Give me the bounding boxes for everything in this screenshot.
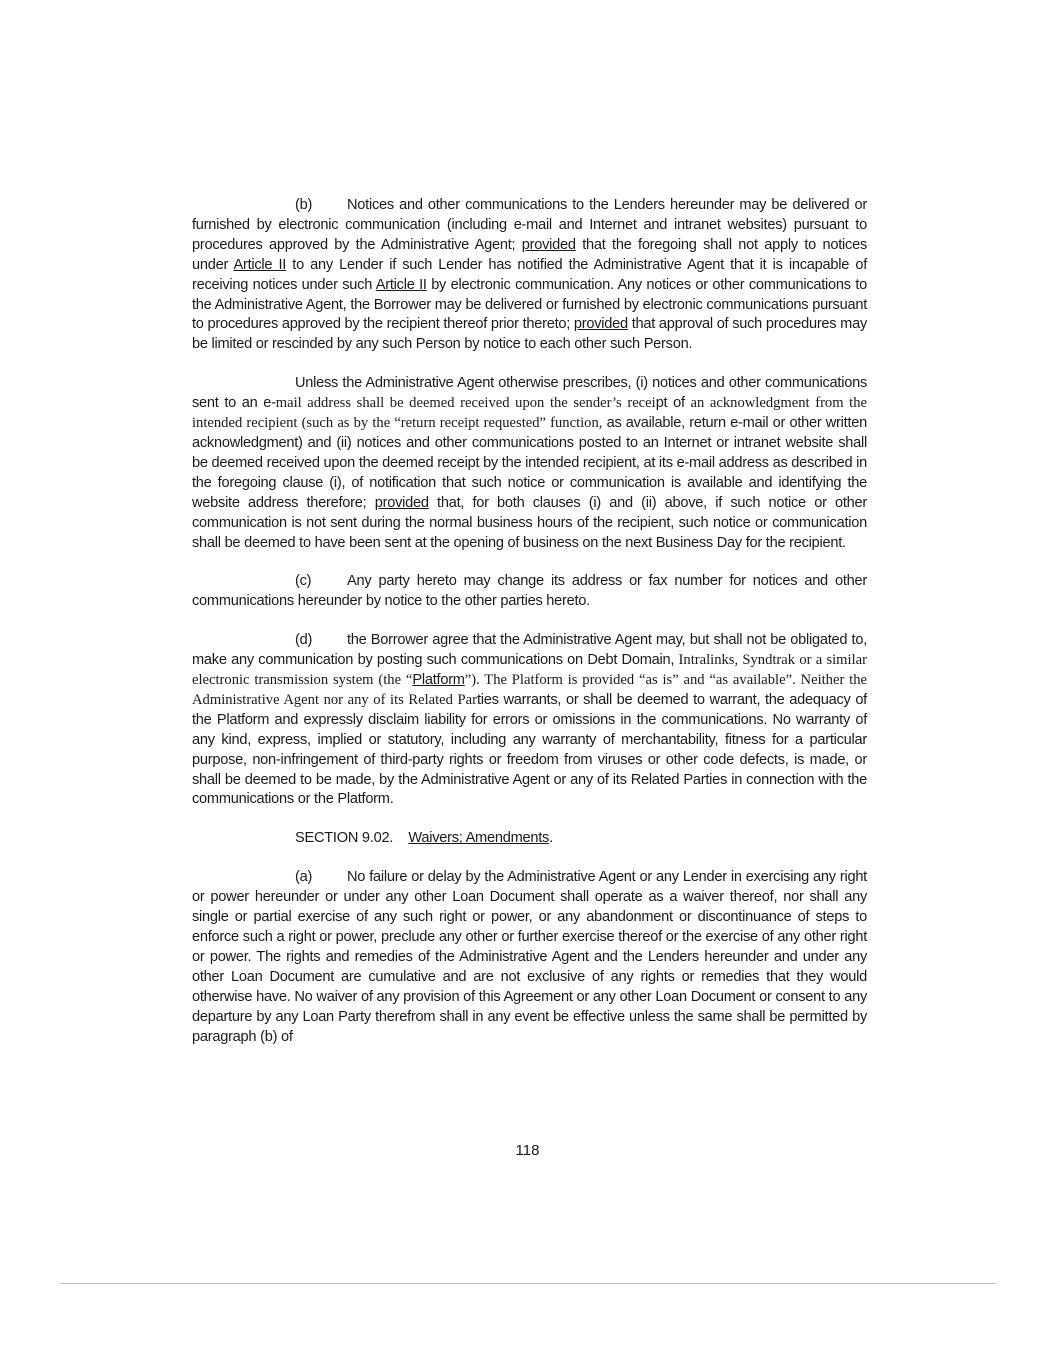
defined-term-platform: Platform bbox=[412, 672, 465, 689]
page-number: 118 bbox=[515, 1142, 540, 1159]
paragraph-text: pt of bbox=[655, 395, 691, 412]
paragraph-a-waivers bbox=[192, 868, 867, 1047]
paragraph-b-notices bbox=[192, 196, 867, 355]
paragraph-text-serif: ”). The Platform is provided “as is” and “as available”. Neither the Administrative Agent nor any of its Related Par bbox=[192, 672, 867, 708]
paragraph-text: No failure or delay by the Administrative Agent or any Lender in exercising any right or power hereunder or under any other Loan Document shall operate as a waiver thereof, nor shall any single or partial exercise of any such right or power, or any abandonment or discontinuance of steps to enforce such a right or power, preclude any other or further exercise thereof or the exercise of any other right or power. The rights and remedies of the Administrative Agent and the Lenders hereunder and under any other Loan Document are cumulative and are not exclusive of any rights or remedies that they would otherwise have. No waiver of any provision of this Agreement or any other Loan Document or consent to any departure by any Loan Party therefrom shall in any event be effective unless the same shall be permitted by paragraph (b) of bbox=[192, 869, 867, 1045]
paragraph-text: that approval of such procedures may be limited or rescinded by any such Person by notice to each other such Person. bbox=[192, 316, 867, 353]
section-title-period: . bbox=[549, 830, 553, 847]
paragraph-text: the Borrower agree that the Administrative Agent may, but shall not be obligated to, make any communication by posting such communications on Debt Domain, bbox=[192, 632, 867, 669]
paragraph-marker: (c) bbox=[295, 573, 312, 590]
section-title: Waivers; Amendments bbox=[408, 830, 550, 847]
paragraph-text: Unless the Administrative Agent otherwise prescribes, (i) notices and other communications sent to an e- bbox=[192, 375, 867, 412]
defined-term-provided: provided bbox=[573, 316, 628, 333]
document-body bbox=[192, 196, 867, 1066]
paragraph-text-serif: an acknowledgment from the intended recipient (such as by the “return receipt requested” function, bbox=[192, 395, 868, 432]
section-heading bbox=[192, 829, 867, 849]
paragraph-text: by electronic communication. Any notices or other communications to the Administrative Agent, the Borrower may be delivered or furnished by electronic communications pursuant to procedures approved by the recipient thereof prior thereto; bbox=[192, 276, 867, 333]
paragraph-text-serif: mail address shall be deemed received upon the sender’s recei bbox=[275, 395, 656, 412]
paragraph-marker: (a) bbox=[295, 869, 313, 886]
paragraph-text: Any party hereto may change its address or fax number for notices and other communications hereunder by notice to the other parties hereto. bbox=[192, 573, 867, 610]
defined-term-provided: provided bbox=[521, 236, 576, 253]
cross-reference-article-ii: Article II bbox=[233, 256, 287, 273]
paragraph-text: to any Lender if such Lender has notified the Administrative Agent that it is incapable of receiving notices under such bbox=[192, 256, 867, 293]
section-number: SECTION 9.02. bbox=[295, 830, 394, 847]
paragraph-d-platform bbox=[192, 631, 867, 810]
paragraph-text: as available, return e-mail or other written acknowledgment) and (ii) notices and other communications posted to an Internet or intranet website shall be deemed received upon the deemed receipt by the intended recipient, at its e-mail address as described in the foregoing clause (i), of notification that such notice or communication is available and identifying the website address therefore; bbox=[192, 415, 867, 511]
page-divider bbox=[60, 1283, 996, 1284]
paragraph-text: Notices and other communications to the Lenders hereunder may be delivered or furnished by electronic communication (including e-mail and Internet and intranet websites) pursuant to procedures approved by the Administrative Agent; bbox=[192, 197, 867, 253]
paragraph-marker: (b) bbox=[295, 197, 313, 213]
paragraph-unless bbox=[192, 374, 867, 553]
defined-term-provided: provided bbox=[374, 494, 429, 511]
paragraph-text: that, for both clauses (i) and (ii) above, if such notice or other communication is not sent during the normal business hours of the recipient, such notice or communication shall be deemed to have been sent at the opening of business on the next Business Day for the recipient. bbox=[192, 494, 867, 551]
paragraph-text: that the foregoing shall not apply to notices under bbox=[192, 236, 867, 273]
cross-reference-article-ii: Article II bbox=[375, 276, 427, 293]
paragraph-c-address-change bbox=[192, 572, 867, 612]
paragraph-text-serif: Intralinks, Syndtrak or a similar electronic transmission system (the “ bbox=[192, 652, 867, 689]
paragraph-text: ties warrants, or shall be deemed to warrant, the adequacy of the Platform and expressly disclaim liability for errors or omissions in the communications. No warranty of any kind, express, implied or statutory, including any warranty of merchantability, fitness for a particular purpose, non-infringement of third-party rights or freedom from viruses or other code defects, is made, or shall be deemed to be made, by the Administrative Agent or any of its Related Parties in connection with the communications or the Platform. bbox=[192, 691, 867, 808]
paragraph-marker: (d) bbox=[295, 632, 313, 649]
